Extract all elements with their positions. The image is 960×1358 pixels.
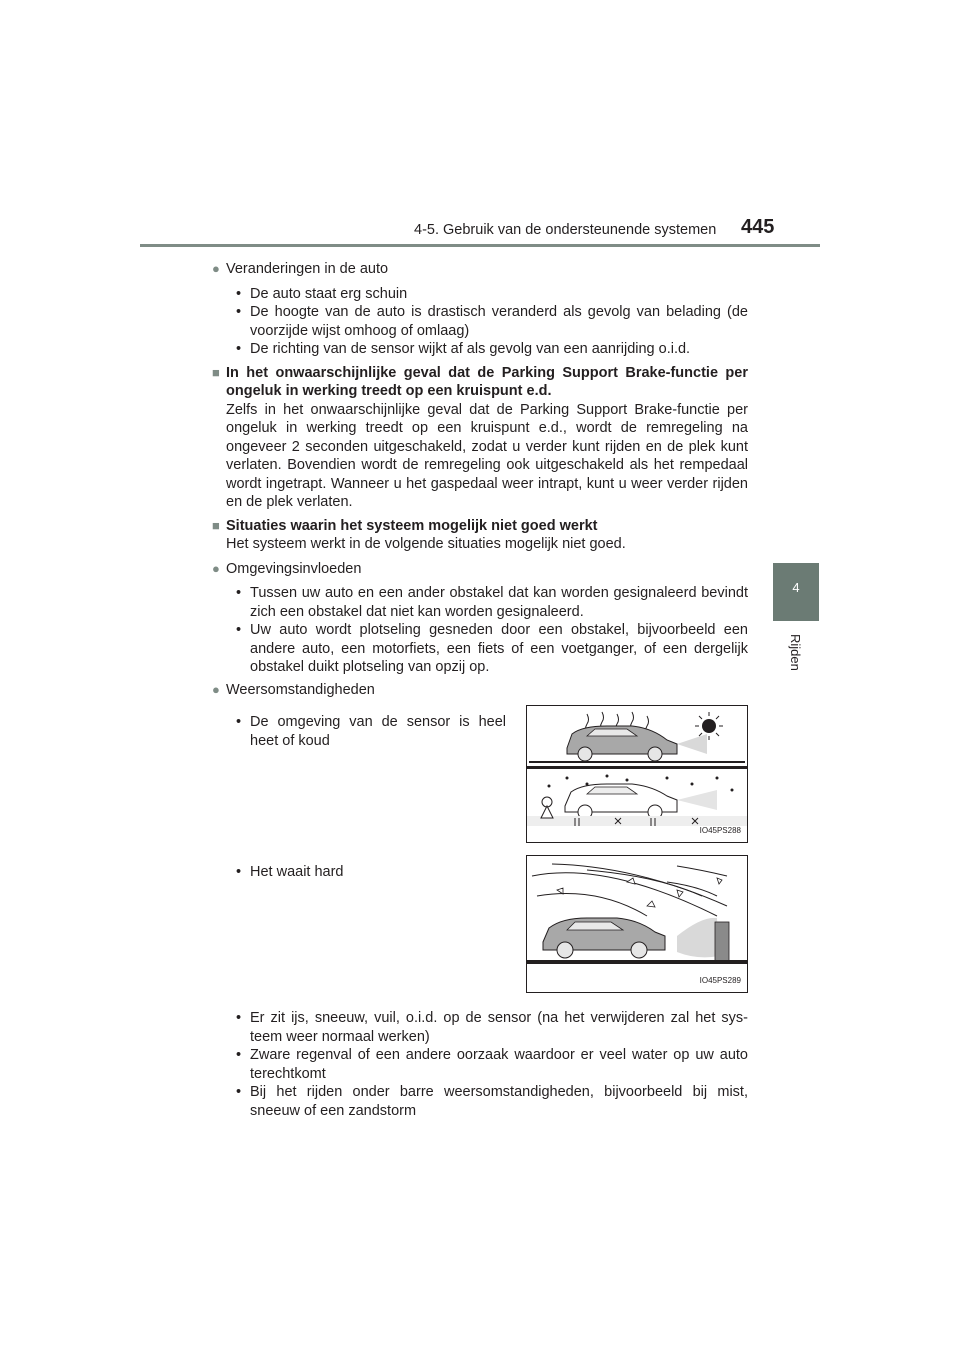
figure-1-text: • De omgeving van de sensor is heel heet of koud — [236, 714, 506, 749]
hot-cold-illustration — [526, 705, 748, 843]
chapter-tab — [773, 563, 819, 621]
chapter-number: 4 — [792, 580, 800, 595]
figure-2-text: • Het waait hard — [236, 864, 344, 880]
weather-heading: ● Weersomstandigheden — [212, 681, 375, 698]
changes-list — [236, 285, 748, 359]
list-item: • Er zit ijs, sneeuw, vuil, o.i.d. op de sensor (na het verwijderen zal het sys-teem weer normaal werken) — [236, 1010, 748, 1045]
situations-heading: ■ Situaties waarin het systeem mogelijk niet goed werkt — [212, 517, 598, 534]
env-list — [236, 584, 748, 677]
env-heading: ● Omgevingsinvloeden — [212, 560, 362, 577]
weather-figure-1-row — [212, 705, 748, 855]
list-item: • De auto staat erg schuin — [236, 285, 408, 302]
circle-bullet-icon: ● — [212, 261, 220, 276]
square-bullet-icon: ■ — [212, 364, 220, 380]
weather-figure-2-row — [212, 855, 748, 1005]
circle-bullet-icon: ● — [212, 681, 220, 697]
list-item: • Uw auto wordt plotseling gesneden door een obstakel, bijvoorbeeld een andere auto, een motorfiets, een fiets of een voetganger, of een dergelijk obstakel duikt plotseling van opzij op. — [236, 622, 748, 675]
list-item: • De richting van de sensor wijkt af als gevolg van een aanrijding o.i.d. — [236, 341, 691, 357]
weather-list — [236, 1009, 748, 1120]
list-item: • Bij het rijden onder barre weersomstandigheden, bijvoorbeeld bij mist, sneeuw of een zandstorm — [236, 1084, 748, 1119]
page-number: 445 — [741, 216, 775, 238]
main-content — [212, 256, 748, 1120]
page-header — [0, 0, 960, 250]
strong-wind-illustration — [526, 855, 748, 993]
square-bullet-icon: ■ — [212, 517, 220, 533]
section-title: 4-5. Gebruik van de ondersteunende systemen — [414, 222, 717, 238]
header-rule — [140, 244, 820, 247]
junction-heading: ■ In het onwaarschijnlijke geval dat de Parking Support Brake-functie per ongeluk in werking treedt op een kruispunt e.d. — [212, 364, 748, 399]
list-item: • Zware regenval of een andere oorzaak waardoor er veel water op uw auto terechtkomt — [236, 1047, 748, 1082]
figure-caption: IO45PS288 — [699, 825, 741, 835]
list-item: • De hoogte van de auto is drastisch veranderd als gevolg van belading (de voorzijde wijst omhoog of omlaag) — [236, 304, 748, 339]
chapter-label: Rijden — [788, 634, 803, 671]
circle-bullet-icon: ● — [212, 560, 220, 576]
chapter-label-wrap — [775, 630, 819, 690]
changes-heading: ● Veranderingen in de auto — [212, 261, 389, 277]
junction-body: Zelfs in het onwaarschijnlijke geval dat de Parking Support Brake-functie per ongeluk in werking treedt op een kruispunt e.d., wordt de remregeling na ongeveer 2 seconden uitgeschakeld, zodat u verder kunt rijden en de plek kunt verlaten. Bovendien wordt de remregeling ook uitgeschakeld als het rempedaal wordt ingetrapt. Wanneer u het gaspedaal weer intrapt, kunt u weer verder rijden en de plek verlaten. — [226, 401, 748, 510]
list-item: • Tussen uw auto en een ander obstakel dat kan worden gesignaleerd bevindt zich een obstakel dat niet kan worden gesignaleerd. — [236, 585, 748, 620]
figure-caption: IO45PS289 — [699, 975, 741, 985]
situations-body: Het systeem werkt in de volgende situaties mogelijk niet goed. — [226, 536, 626, 552]
